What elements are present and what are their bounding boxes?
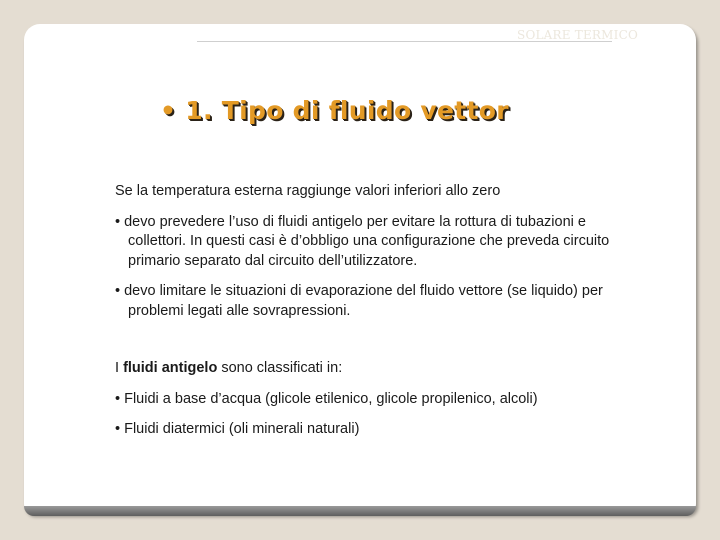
bullet-antifreeze: • devo prevedere l’uso di fluidi antigelo per evitare la rottura di tubazioni e collettori. In questi casi è d’obbligo una configurazione che preveda circuito primario separato dal circuito dell’utilizzatore. (115, 213, 610, 269)
bullet-evaporation: • devo limitare le situazioni di evaporazione del fluido vettore (se liquido) per problemi legati alle sovrapressioni. (115, 283, 603, 319)
classification-prefix: I (115, 360, 124, 376)
slide-bottom-bar (24, 506, 696, 516)
slide-title: • 1. Tipo di fluido vettor (160, 96, 509, 125)
spacer (115, 332, 615, 359)
classification-bold: fluidi antigelo (123, 360, 218, 376)
classification-line (115, 359, 615, 379)
fluid-type-diathermic: • Fluidi diatermici (oli minerali naturali) (115, 421, 360, 437)
header-label: SOLARE TERMICO (517, 28, 638, 42)
slide-body (115, 182, 615, 451)
classification-suffix: sono classificati in: (217, 360, 343, 376)
fluid-type-water: • Fluidi a base d’acqua (glicole etilenico, glicole propilenico, alcoli) (115, 390, 538, 407)
intro-text: Se la temperatura esterna raggiunge valori inferiori allo zero (115, 183, 501, 199)
